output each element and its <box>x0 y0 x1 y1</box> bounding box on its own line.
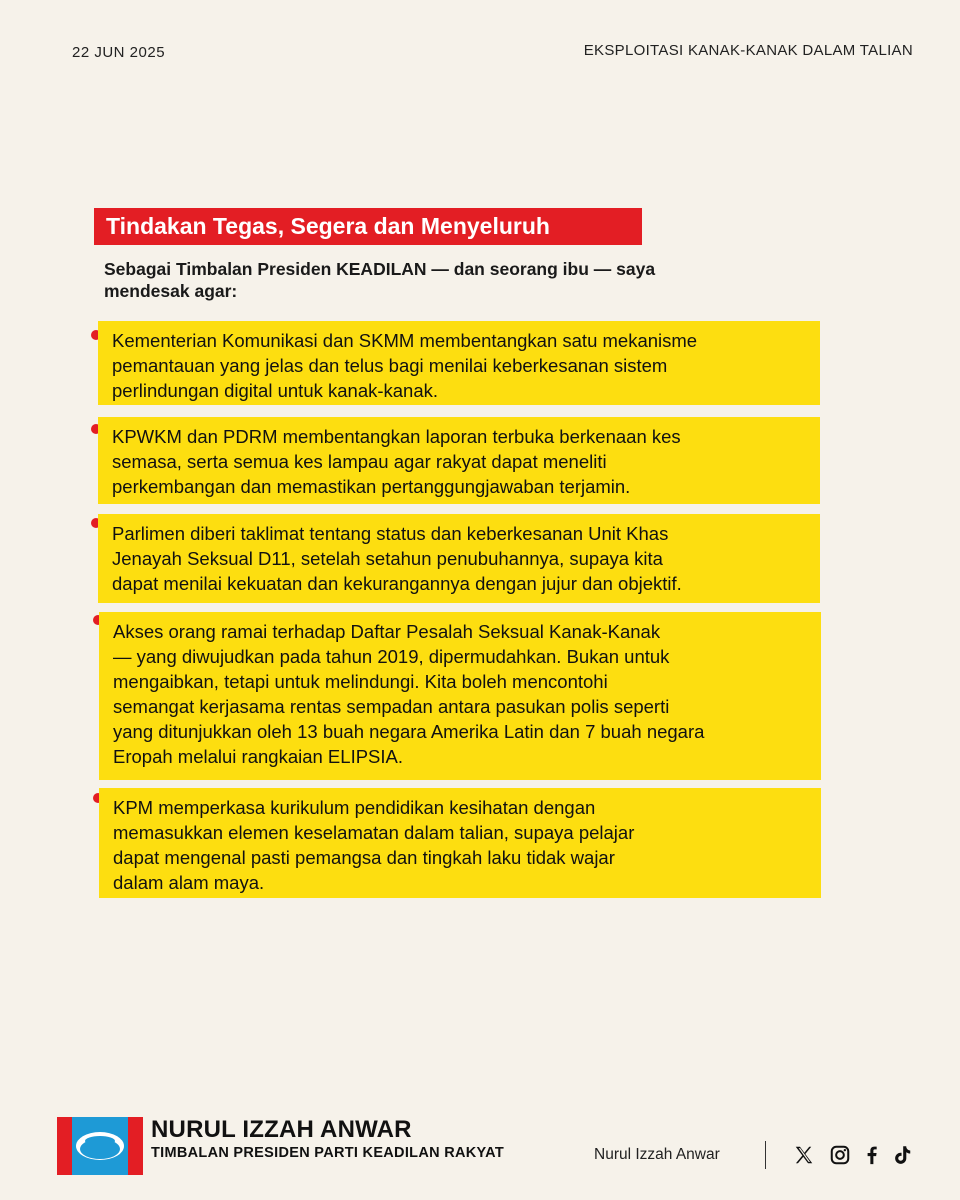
demand-item-3 <box>98 514 820 603</box>
divider <box>765 1141 766 1169</box>
party-logo-icon <box>57 1117 143 1175</box>
demand-item-5 <box>99 788 821 898</box>
demand-item-1 <box>98 321 820 405</box>
section-heading: Tindakan Tegas, Segera dan Menyeluruh <box>94 208 642 245</box>
demand-text: KPWKM dan PDRM membentangkan laporan terbuka berkenaan kes semasa, serta semua kes lampau agar rakyat dapat meneliti perkembangan dan memastikan pertanggungjawaban terjamin. <box>112 426 681 497</box>
topic-title: EKSPLOITASI KANAK-KANAK DALAM TALIAN <box>583 42 913 59</box>
demand-text: Parlimen diberi taklimat tentang status dan keberkesanan Unit Khas Jenayah Seksual D11, setelah setahun penubuhannya, supaya kita dapat menilai kekuatan dan kekurangannya dengan jujur dan objektif. <box>112 523 682 594</box>
social-handle: Nurul Izzah Anwar <box>594 1146 720 1163</box>
demand-text: Akses orang ramai terhadap Daftar Pesalah Seksual Kanak-Kanak — yang diwujudkan pada tahun 2019, dipermudahkan. Bukan untuk mengaibkan, tetapi untuk melindungi. Kita boleh mencontohi semangat kerjasama rentas sempadan antara pasukan polis seperti yang ditunjukkan oleh 13 buah negara Amerika Latin dan 7 buah negara Eropah melalui rangkaian ELIPSIA. <box>113 621 705 767</box>
facebook-icon[interactable] <box>860 1143 884 1167</box>
demand-item-4 <box>99 612 821 780</box>
demand-text: KPM memperkasa kurikulum pendidikan kesihatan dengan memasukkan elemen keselamatan dalam talian, supaya pelajar dapat mengenal pasti pemangsa dan tingkah laku tidak wajar dalam alam maya. <box>113 797 635 893</box>
x-icon[interactable] <box>792 1143 816 1167</box>
instagram-icon[interactable] <box>828 1143 852 1167</box>
tiktok-icon[interactable] <box>890 1143 914 1167</box>
date: 22 JUN 2025 <box>72 44 166 61</box>
demand-text: Kementerian Komunikasi dan SKMM membentangkan satu mekanisme pemantauan yang jelas dan telus bagi menilai keberkesanan sistem perlindungan digital untuk kanak-kanak. <box>112 330 698 401</box>
author-name: NURUL IZZAH ANWAR <box>151 1116 412 1143</box>
demand-item-2 <box>98 417 820 504</box>
section-intro: Sebagai Timbalan Presiden KEADILAN — dan seorang ibu — saya mendesak agar: <box>104 259 656 301</box>
author-title: TIMBALAN PRESIDEN PARTI KEADILAN RAKYAT <box>151 1145 504 1161</box>
